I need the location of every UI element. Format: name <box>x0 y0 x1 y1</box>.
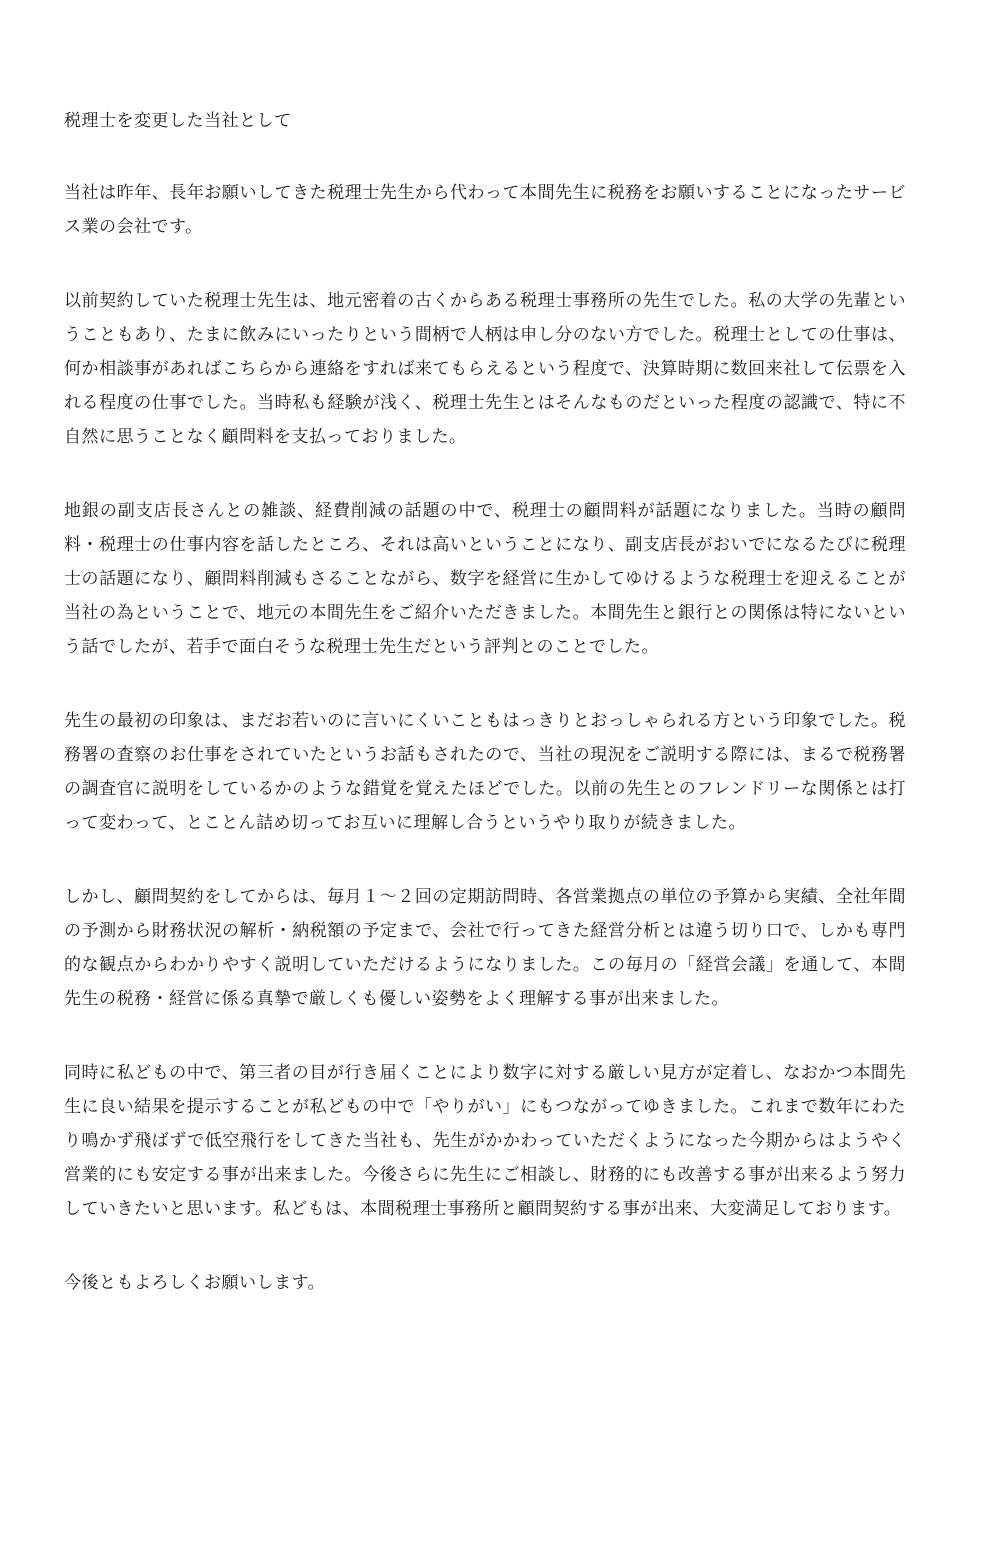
letter-document <box>64 104 906 1300</box>
closing-line: 今後ともよろしくお願いします。 <box>64 1273 326 1293</box>
paragraph-6: 同時に私どもの中で、第三者の目が行き届くことにより数字に対する厳しい見方が定着し、なおかつ本間先生に良い結果を提示することが私どもの中で「やりがい」にもつながってゆきました。これまで数年にわたり鳴かず飛ばずで低空飛行をしてきた当社も、先生がかかわっていただくようになった今期からはようやく営業的にも安定する事が出来ました。今後さらに先生にご相談し、財務的にも改善する事が出来るよう努力していきたいと思います。私どもは、本間税理士事務所と顧問契約する事が出来、大変満足しております。 <box>64 1063 906 1219</box>
document-title: 税理士を変更した当社として <box>64 111 292 131</box>
paragraph-1: 当社は昨年、長年お願いしてきた税理士先生から代わって本間先生に税務をお願いすることになったサービス業の会社です。 <box>64 183 906 237</box>
paragraph-2: 以前契約していた税理士先生は、地元密着の古くからある税理士事務所の先生でした。私の大学の先輩ということもあり、たまに飲みにいったりという間柄で人柄は申し分のない方でした。税理士としての仕事は、何か相談事があればこちらから連絡をすれば来てもらえるという程度で、決算時期に数回来社して伝票を入れる程度の仕事でした。当時私も経験が浅く、税理士先生とはそんなものだといった程度の認識で、特に不自然に思うことなく顧問料を支払っておりました。 <box>64 291 906 447</box>
paragraph-3: 地銀の副支店長さんとの雑談、経費削減の話題の中で、税理士の顧問料が話題になりました。当時の顧問料・税理士の仕事内容を話したところ、それは高いということになり、副支店長がおいでになるたびに税理士の話題になり、顧問料削減もさることながら、数字を経営に生かしてゆけるような税理士を迎えることが当社の為ということで、地元の本間先生をご紹介いただきました。本間先生と銀行との関係は特にないという話でしたが、若手で面白そうな税理士先生だという評判とのことでした。 <box>64 501 906 657</box>
paragraph-5: しかし、顧問契約をしてからは、毎月１～２回の定期訪問時、各営業拠点の単位の予算から実績、全社年間の予測から財務状況の解析・納税額の予定まで、会社で行ってきた経営分析とは違う切り口で、しかも専門的な観点からわかりやすく説明していただけるようになりました。この毎月の「経営会議」を通して、本間先生の税務・経営に係る真摯で厳しくも優しい姿勢をよく理解する事が出来ました。 <box>64 887 906 1009</box>
paragraph-4: 先生の最初の印象は、まだお若いのに言いにくいこともはっきりとおっしゃられる方という印象でした。税務署の査察のお仕事をされていたというお話もされたので、当社の現況をご説明する際には、まるで税務署の調査官に説明をしているかのような錯覚を覚えたほどでした。以前の先生とのフレンドリーな関係とは打って変わって、とことん詰め切ってお互いに理解し合うというやり取りが続きました。 <box>64 711 906 833</box>
